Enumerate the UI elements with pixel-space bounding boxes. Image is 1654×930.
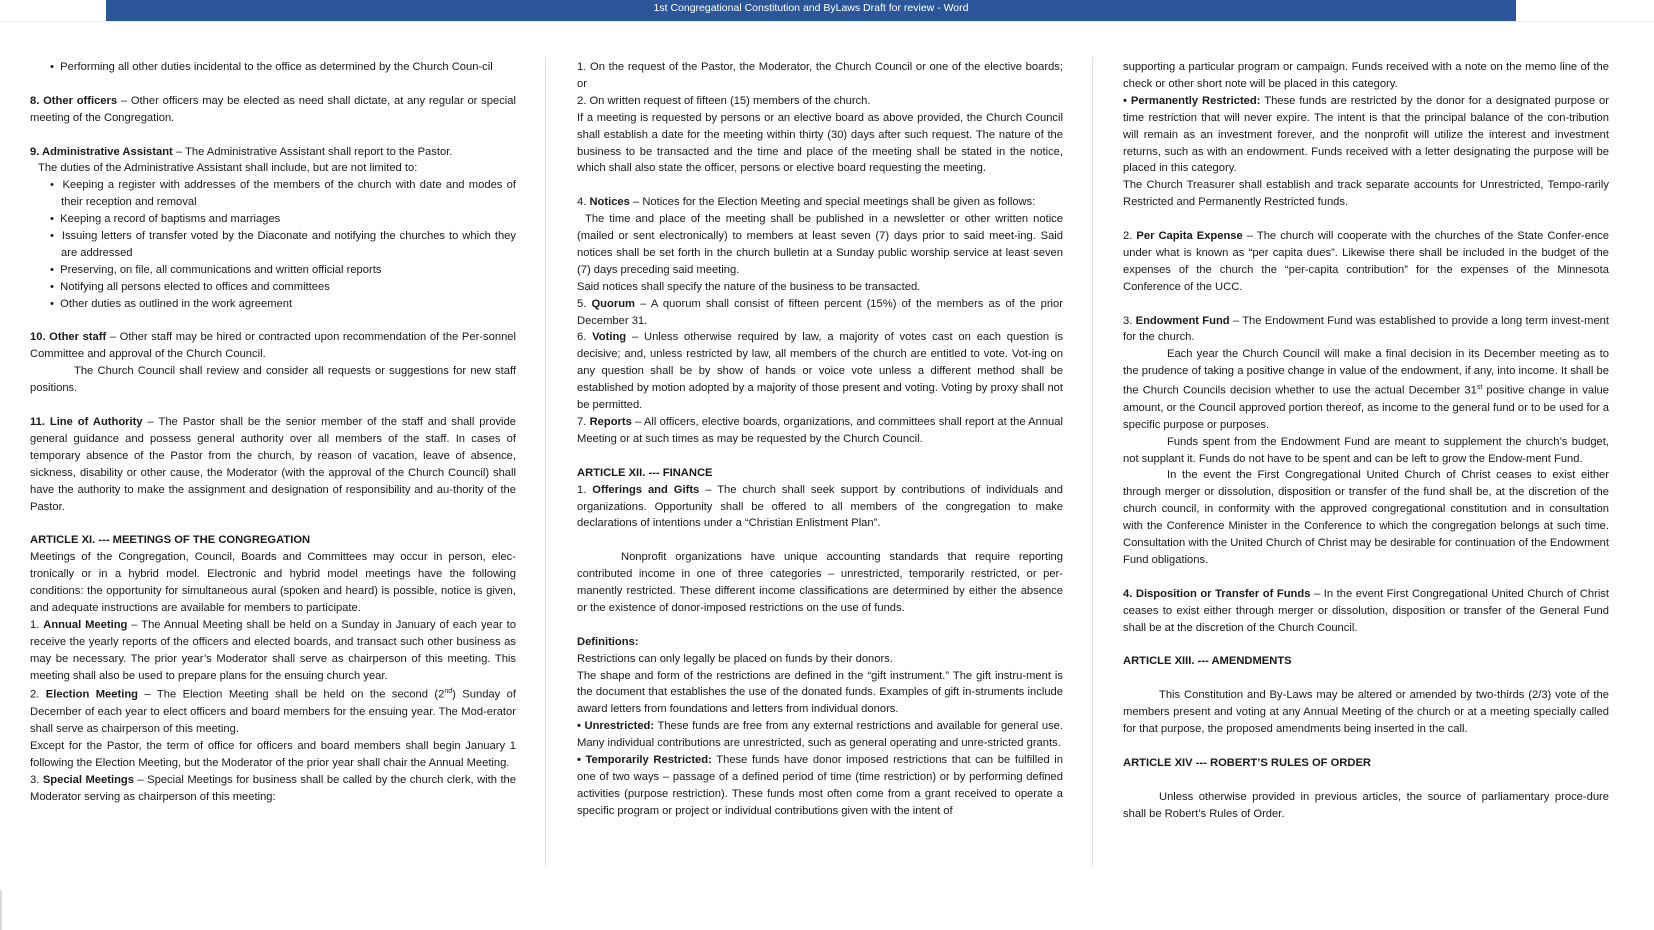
paragraph: supporting a particular program or campaign. Funds received with a note on the memo line of the check or other short note will be placed in this category. — [1123, 61, 1609, 90]
definition-temporarily-restricted: • Temporarily Restricted: These funds have donor imposed restrictions that can be fulfilled in one of two ways – passage of a defined period of time (time restriction) or by performing defined activities (purpose restriction). These funds most often come from a grant received to operate a specific program or project or individual contributions given with the intent of — [577, 754, 1064, 817]
paragraph: The shape and form of the restrictions are defined in the “gift instrument.” The gift instru-ment is the document that establishes the use of the donated funds. Examples of gift in-struments include award letters from foundations and letters from individual donors. — [577, 669, 1063, 716]
paragraph: This Constitution and By-Laws may be altered or amended by two-thirds (2/3) vote of the members present and voting at any Annual Meeting of the church or at a meeting specially called for that purpose, the proposed amendments being inserted in the call. — [1123, 689, 1609, 735]
definition-permanently-restricted: • Permanently Restricted: These funds are restricted by the donor for a designated purpose or time restriction that will never expire. The intent is that the principal balance of the con-tribution will remain as an investment forever, and the nonprofit will utilize the interest and investment returns, such as with an endowment. Funds received with a letter designating the purpose will be placed in this category. — [1123, 94, 1609, 175]
article-heading: ARTICLE XIV --- ROBERT’S RULES OF ORDER — [1123, 756, 1371, 769]
section-quorum: 5. Quorum – A quorum shall consist of fifteen percent (15%) of the members as of the prior December 31. — [577, 297, 1063, 327]
column-separator — [1092, 57, 1093, 867]
article-heading: ARTICLE XIII. --- AMENDMENTS — [1123, 655, 1292, 668]
paragraph: Unless otherwise provided in previous articles, the source of parliamentary proce-dure shall be Robert’s Rules of Order. — [1123, 790, 1609, 820]
definitions-heading: Definitions: — [577, 635, 639, 648]
list-item: • Keeping a record of baptisms and marriages — [50, 213, 281, 226]
paragraph: If a meeting is requested by persons or an elective board as above provided, the Church Council shall establish a date for the meeting within thirty (30) days after such request. The nature of the business to be transacted and the time and place of the meeting shall be stated in the notice, which shall also state the officer, persons or elective board requesting the meeting. — [577, 111, 1063, 175]
paragraph: Each year the Church Council will make a final decision in its December meeting as to the prudence of taking a positive change in value of the endowment, if any, into income. It shall be the Church Councils decision whether to use the actual December 31st positive change in value amount, or the Council approved portion thereof, as income to the general fund or to be used for a specific purpose or purposes. — [1123, 348, 1609, 431]
paragraph: Nonprofit organizations have unique accounting standards that require reporting contributed income in one of three categories – unrestricted, temporarily restricted, or per-manently restricted. These different income classifications are determined by either the absence or the existence of donor-imposed restrictions on the use of funds. — [577, 551, 1063, 614]
document-column-1 — [30, 59, 516, 806]
document-column-3 — [1123, 59, 1609, 822]
section-disposition: 4. Disposition or Transfer of Funds – In the event First Congregational United Church of Christ ceases to exist either through merger or dissolution, disposition or transfer of the General Fund shall be at the discretion of the Church Council. — [1123, 587, 1610, 634]
definition-unrestricted: • Unrestricted: These funds are free from any external restrictions and available for general use. Many individual contributions are unrestricted, such as general operating and unre-stricted grants. — [577, 720, 1063, 750]
paragraph: The time and place of the meeting shall be published in a newsletter or other written notice (mailed or sent electronically) to members at least seven (7) days prior to said meet-ing. Said notices shall be set forth in the church bulletin at a Sunday public worship service at least seven (7) days preceding said meeting. — [577, 213, 1063, 276]
list-item: • Issuing letters of transfer voted by the Diaconate and notifying the churches to which they are addressed — [50, 230, 516, 259]
list-item: • Keeping a register with addresses of the members of the church with date and modes of their reception and removal — [50, 179, 516, 209]
section-notices: 4. Notices – Notices for the Election Meeting and special meetings shall be given as follows: — [577, 196, 1036, 209]
article-heading: ARTICLE XI. --- MEETINGS OF THE CONGREGATION — [30, 534, 311, 547]
section-other-staff: 10. Other staff – Other staff may be hired or contracted upon recommendation of the Per-sonnel Committee and approval of the Church Council. — [30, 331, 516, 361]
section-per-capita: 2. Per Capita Expense – The church will cooperate with the churches of the State Confer-ence under what is known as “per capita dues”. Likewise there shall be included in the budget of the expenses of the church the “per-capita contribution” for the expenses of the Minnesota Conference of the UCC. — [1123, 230, 1609, 293]
list-item: • Preserving, on file, all communications and written official reports — [50, 263, 382, 276]
paragraph: The duties of the Administrative Assistant shall include, but are not limited to: — [38, 162, 418, 175]
ribbon-divider — [0, 21, 1654, 22]
section-annual-meeting: 1. Annual Meeting – The Annual Meeting shall be held on a Sunday in January of each year to receive the yearly reports of the officers and elected boards, and transact such other business as may be necessary. The prior year’s Moderator shall serve as chairperson of this meeting. This meeting shall also be used to prepare plans for the ensuing church year. — [30, 618, 516, 682]
window-title: 1st Congregational Constitution and ByLaws Draft for review - Word — [653, 2, 969, 14]
paragraph: Meetings of the Congregation, Council, Boards and Committees may occur in person, elec-tronically or in a hybrid model. Electronic and hybrid model meetings have the following conditions: the opportunity for simultaneous aural (spoken and heard) is possible, notice is given, and adequate instructions are available for members to participate. — [30, 551, 516, 614]
section-endowment-fund: 3. Endowment Fund – The Endowment Fund was established to provide a long term invest-ment for the church. — [1123, 314, 1609, 344]
paragraph: Said notices shall specify the nature of the business to be transacted. — [577, 280, 921, 293]
paragraph: The Church Treasurer shall establish and track separate accounts for Unrestricted, Tempo-rarily Restricted and Permanently Restricted funds. — [1123, 179, 1609, 209]
paragraph: The Church Council shall review and consider all requests or suggestions for new staff positions. — [30, 365, 516, 395]
section-special-meetings: 3. Special Meetings – Special Meetings for business shall be called by the church clerk, with the Moderator serving as chairperson of this meeting: — [30, 773, 516, 803]
section-reports: 7. Reports – All officers, elective boards, organizations, and committees shall report at the Annual Meeting or at such times as may be requested by the Church Council. — [577, 416, 1063, 445]
column-separator — [545, 57, 546, 867]
document-column-2 — [577, 59, 1063, 820]
paragraph: Except for the Pastor, the term of office for officers and board members shall begin January 1 following the Election Meeting, but the Moderator of the prior year shall chair the Annual Meeting. — [30, 739, 516, 769]
paragraph: Funds spent from the Endowment Fund are meant to supplement the church’s budget, not supplant it. Funds do not have to be spent and can be left to grow the Endow-ment Fund. — [1123, 435, 1609, 465]
paragraph: In the event the First Congregational United Church of Christ ceases to exist either through merger or dissolution, disposition or transfer of the fund shall be, at the discretion of the church council, in conformity with the approved congregational constitution and in consultation with the Conference Minister in the Conference to which the congregation belongs at such time. Consultation with the United Church of Christ may be desirable for continuation of the Endowment Fund obligations. — [1123, 469, 1609, 566]
list-item: 1. On the request of the Pastor, the Moderator, the Church Council or one of the elective boards; or — [577, 61, 1063, 90]
list-item: • Notifying all persons elected to offices and committees — [50, 280, 330, 293]
text-cursor — [0, 890, 2, 930]
window-title-bar — [106, 0, 1516, 21]
section-line-of-authority: 11. Line of Authority – The Pastor shall be the senior member of the staff and shall provide general guidance and possess general authority over all members of the staff. In cases of temporary absence of the Pastor from the church, by reason of vacation, leave of absence, sickness, disability or other cause, the Moderator (with the approval of the Church Council) shall have the authority to make the assignment and designation of responsibility and au-thority of the Pastor. — [30, 415, 516, 513]
section-voting: 6. Voting – Unless otherwise required by law, a majority of votes cast on each question is decisive; and, unless restricted by law, all members of the church are entitled to vote. Vot-ing on any question shall be by show of hands or voice vote unless a different method shall be established by motion adopted by a majority of those present and voting. Voting by proxy shall not be permitted. — [577, 331, 1063, 412]
article-heading: ARTICLE XII. --- FINANCE — [577, 466, 713, 479]
section-election-meeting: 2. Election Meeting – The Election Meeting shall be held on the second (2nd) Sunday of December of each year to elect officers and board members for the ensuing year. The Mod-erator shall serve as chairperson of this meeting. — [30, 688, 516, 735]
list-item: • Performing all other duties incidental to the office as determined by the Church Coun-cil — [50, 61, 493, 73]
section-other-officers: 8. Other officers – Other officers may be elected as need shall dictate, at any regular or special meeting of the Congregation. — [30, 94, 516, 124]
paragraph: Restrictions can only legally be placed on funds by their donors. — [577, 652, 893, 665]
section-offerings-gifts: 1. Offerings and Gifts – The church shall seek support by contributions of individuals and organizations. Opportunity shall be offered to all members of the congregation to make declarations of intentions under a “Christian Enlistment Plan”. — [577, 483, 1063, 530]
list-item: • Other duties as outlined in the work agreement — [50, 297, 293, 310]
list-item: 2. On written request of fifteen (15) members of the church. — [577, 94, 871, 107]
section-administrative-assistant: 9. Administrative Assistant – The Administrative Assistant shall report to the Pastor. — [30, 145, 453, 158]
